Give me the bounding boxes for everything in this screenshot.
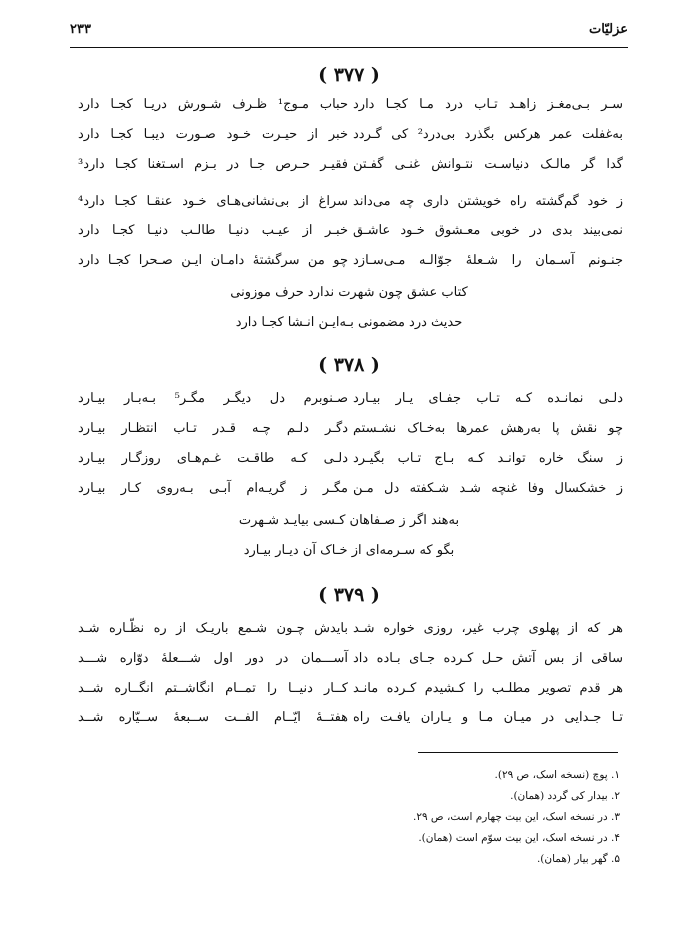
hemistich-second: بایدش چـون شـمع باریـک از ره نظّـاره شـد [78,621,348,636]
hemistich-first: دلـی نمانـده کـه تـاب جفـای یـار بیـارد [353,391,623,406]
hemistich-second: سراغ از بی‌نشانی‌هـای خـود عنقـا کجـا دارد⁴ [78,194,348,209]
hemistich-second: مگـر ز گریـه‌ام آبـی بـه‌روی کـار بیـارد [78,481,348,496]
closing-hemistich-first: کتاب عشق چون شهرت ندارد حرف موزونی [230,285,468,300]
page-number: ۲۳۳ [70,22,91,37]
couplet [78,417,623,441]
footnote: ۴. در نسخه اسک، این بیت سوّم است (همان). [418,832,620,844]
couplet [78,647,623,671]
couplet [78,93,623,117]
footnote: ۵. گهر بیار (همان). [536,853,620,865]
closing-hemistich-second: حدیث درد مضمونی بـه‌ایـن انـشا کجـا دارد [235,315,463,330]
hemistich-first: ز سنگ خاره توانـد کـه بـاج تـاب بگیـرد [353,451,623,466]
hemistich-second: دگـر دلـم چـه قـدر تـاب انتظـار بیـارد [78,421,348,436]
hemistich-second: خبر از حیـرت خـود صـورت دیبـا کجـا دارد [78,127,348,142]
hemistich-second: کــار دنیــا را تمــام انگاشــتم انگــاره شــد [78,681,348,696]
couplet [78,447,623,471]
footnote: ۲. بیدار کی گردد (همان). [510,790,620,802]
hemistich-second: صـنوبرم دل دیگـر مگـر⁵ بـه‌بـار بیـارد [78,391,348,406]
couplet [78,249,623,273]
footnote: ۳. در نسخه اسک، این بیت چهارم است، ص ۲۹. [412,811,620,823]
hemistich-first: سـر بـی‌مغـز زاهـد تـاب درد مـا کجـا دارد [353,97,623,112]
couplet [78,153,623,177]
couplet [78,477,623,501]
hemistich-first: گدا گر مالـک دنیاسـت نتـوانش غنـی گفـتن [353,157,623,172]
closing-hemistich-first: به‌هند اگر ز صـفاهان کـسی بیایـد شـهرت [238,513,460,528]
page-header [70,22,628,44]
couplet [78,123,623,147]
hemistich-second: هفتــهٔ ایّــام الفــت ســبعهٔ ســیّاره شــد [78,710,348,725]
hemistich-first: هر که از پهلوی چرب غیر، روزی خواره شـد [353,621,623,636]
closing-hemistich-second: بگو که سـرمه‌ای از خـاک آن دیـار بیـارد [243,543,455,558]
couplet [78,677,623,701]
hemistich-second: فقیـر حـرص جـا در بـزم اسـتغنا کجـا دارد³ [78,157,348,172]
hemistich-second: چو من سرگشتهٔ دامـان ایـن صـحرا کجـا دارد [78,253,348,268]
hemistich-first: به‌غفلت عمر هرکس بگذرد بی‌درد² کی گـردد [353,127,623,142]
couplet [78,219,623,243]
hemistich-first: ز خود گم‌گشته راه خویشتن داری چه می‌داند [353,194,623,209]
ghazal-title: ( ۳۷۹ ) [318,584,380,606]
hemistich-first: جنـونم آسـمان را شـعلهٔ جوّالـه مـی‌سـازد [353,253,623,268]
hemistich-second: دلـی کـه طاقـت غـم‌هـای روزگـار بیـارد [78,451,348,466]
footnotes [220,765,620,870]
hemistich-first: تـا جـدایی در میـان مـا و یـاران یافـت راه [353,710,623,725]
hemistich-second: آســـمان در دور اول شـــعلهٔ دوّاره شـــد [78,651,348,666]
hemistich-first: چو نقش پا به‌رهش عمرها به‌خـاک نشـستم [353,421,623,436]
hemistich-first: نمی‌بیند بدی در خوبی معـشوق خـود عاشـق [353,223,623,238]
running-title: عزلیّات [588,22,628,37]
footnote-rule [418,752,618,753]
hemistich-first: ز خشکسال وفا غنچه شـد شـکفته دل مـن [353,481,623,496]
couplet [78,706,623,730]
footnote: ۱. پوچ (نسخه اسک، ص ۲۹). [494,769,620,781]
couplet [78,190,623,214]
hemistich-first: هر قدم تصویر مطلـب را کـشیدم کـرده مانـد [353,681,623,696]
hemistich-second: حباب مـوج¹ ظـرف شـورش دریـا کجـا دارد [78,97,348,112]
hemistich-second: خبـر از عیـب دنیـا طالـب دنیـا کجـا دارد [78,223,348,238]
header-rule [70,47,628,48]
ghazal-title: ( ۳۷۸ ) [318,354,380,376]
ghazal-title: ( ۳۷۷ ) [318,64,380,86]
couplet [78,617,623,641]
hemistich-first: ساقی از بس آتش حـل کـرده جـای بـاده داد [353,651,623,666]
couplet [78,387,623,411]
